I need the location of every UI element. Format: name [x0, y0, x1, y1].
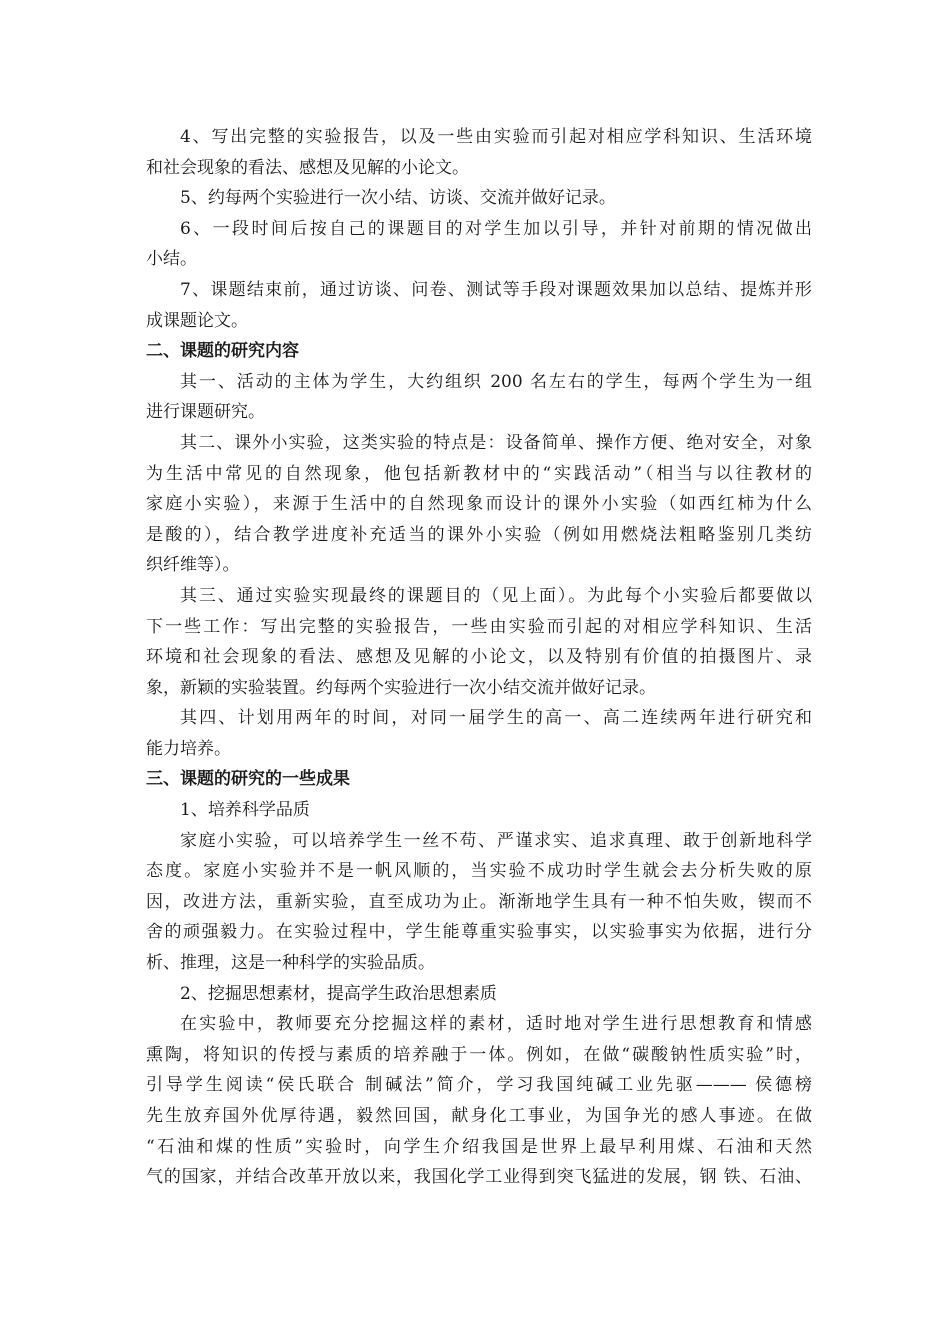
text-line: 1、培养科学品质: [180, 800, 310, 821]
text-line: 引导学生阅读“侯氏联合 制碱法”简介，学习我国纯碱工业先驱——— 侯德榜: [146, 1075, 812, 1096]
document-body: [146, 122, 812, 1193]
section-heading: 三、课题的研究的一些成果: [146, 769, 350, 790]
text-line: 舍的顽强毅力。在实验过程中，学生能尊重实验事实，以实验事实为依据，进行分: [146, 922, 812, 943]
text-line: 态度。家庭小实验并不是一帆风顺的，当实验不成功时学生就会去分析失败的原: [146, 861, 812, 882]
text-line: 象，新颖的实验装置。约每两个实验进行一次小结交流并做好记录。: [146, 677, 656, 698]
text-line: 熏陶，将知识的传授与素质的培养融于一体。例如，在做“碳酸钠性质实验”时，: [146, 1044, 812, 1065]
text-line: 气的国家，并结合改革开放以来，我国化学工业得到突飞猛进的发展，钢 铁、石油、: [146, 1167, 812, 1188]
text-line: 家庭小实验），来源于生活中的自然现象而设计的课外小实验（如西红柿为什么: [146, 494, 812, 515]
text-line: 为生活中常见的自然现象，他包括新教材中的“实践活动”（相当与以往教材的: [146, 463, 812, 484]
text-line: 在实验中，教师要充分挖掘这样的素材，适时地对学生进行思想教育和情感: [180, 1014, 812, 1035]
text-line: 是酸的），结合教学进度补充适当的课外小实验（例如用燃烧法粗略鉴别几类纺: [146, 524, 812, 545]
text-line: 4、写出完整的实验报告，以及一些由实验而引起对相应学科知识、生活环境: [180, 127, 812, 147]
text-line: 能力培养。: [146, 738, 231, 759]
text-line: 其一、活动的主体为学生，大约组织 200 名左右的学生，每两个学生为一组: [180, 371, 812, 392]
text-line: 析、推理，这是一种科学的实验品质。: [146, 953, 435, 974]
text-line: 其三、通过实验实现最终的课题目的（见上面）。为此每个小实验后都要做以: [180, 585, 812, 606]
text-line: 成课题论文。: [146, 310, 248, 331]
text-line: 下一些工作：写出完整的实验报告，一些由实验而引起的对相应学科知识、生活: [146, 616, 812, 637]
section-heading: 二、课题的研究内容: [146, 341, 299, 362]
text-line: 5、约每两个实验进行一次小结、访谈、交流并做好记录。: [180, 188, 616, 209]
text-line: 其二、课外小实验，这类实验的特点是：设备简单、操作方便、绝对安全，对象: [180, 432, 812, 453]
text-line: 环境和社会现象的看法、感想及见解的小论文，以及特别有价值的拍摄图片、录: [146, 647, 812, 668]
text-line: 7、课题结束前，通过访谈、问卷、测试等手段对课题效果加以总结、提炼并形: [180, 279, 812, 300]
text-line: 家庭小实验，可以培养学生一丝不苟、严谨求实、追求真理、敢于创新地科学: [180, 830, 812, 851]
text-line: 进行课题研究。: [146, 402, 265, 423]
text-line: 其四、计划用两年的时间，对同一届学生的高一、高二连续两年进行研究和: [180, 708, 812, 729]
text-line: 和社会现象的看法、感想及见解的小论文。: [146, 157, 469, 178]
text-line: 织纤维等）。: [146, 555, 240, 576]
text-line: 先生放弃国外优厚待遇，毅然回国，献身化工事业，为国争光的感人事迹。在做: [146, 1106, 812, 1126]
text-line: 2、挖掘思想素材，提高学生政治思想素质: [180, 983, 497, 1004]
text-line: 因，改进方法，重新实验，直至成功为止。渐渐地学生具有一种不怕失败，锲而不: [146, 891, 812, 912]
text-line: 6、一段时间后按自己的课题目的对学生加以引导，并针对前期的情况做出: [180, 218, 812, 239]
text-line: 小结。: [146, 249, 197, 270]
text-line: “石油和煤的性质”实验时，向学生介绍我国是世界上最早利用煤、石油和天然: [146, 1136, 812, 1157]
